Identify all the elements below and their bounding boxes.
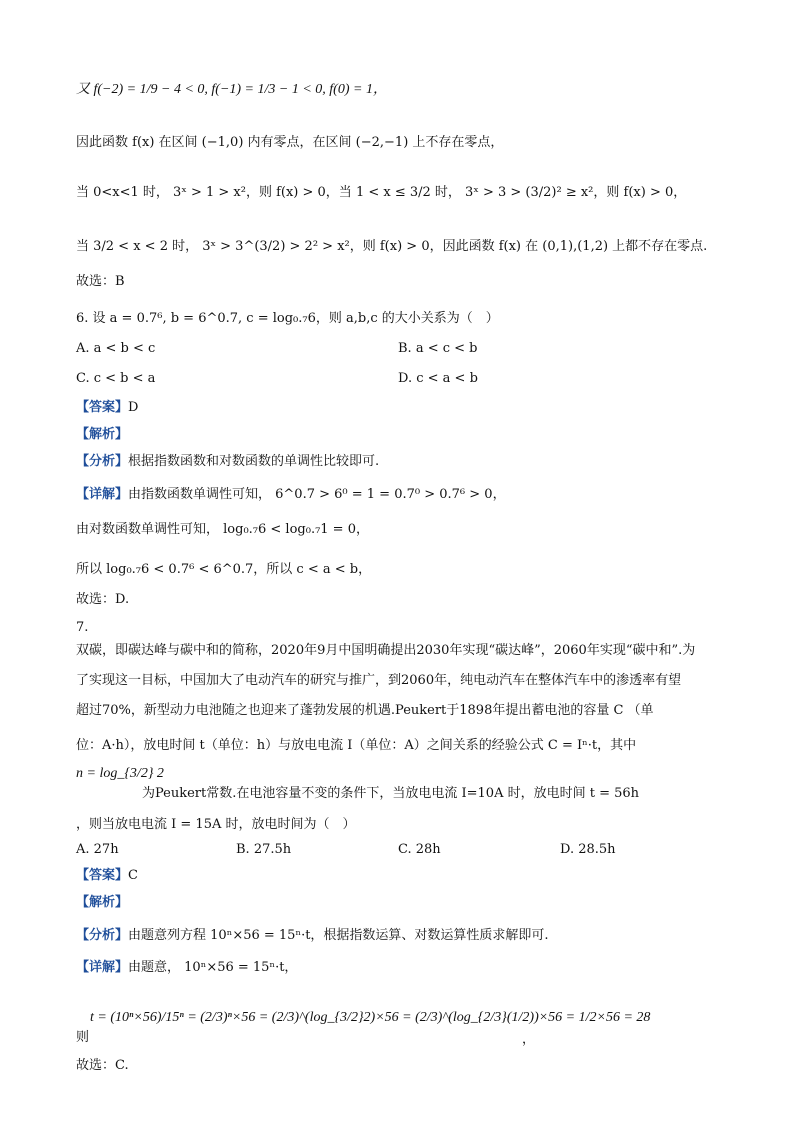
text-line: 故选：D.	[76, 592, 130, 607]
xiangjie-line	[76, 958, 724, 978]
xiangjie-line	[76, 485, 724, 505]
question-7-formula: n = log_{3/2} 2	[76, 766, 164, 781]
text-line: ，	[522, 1032, 536, 1047]
question-7-text: 为Peukert常数.在电池容量不变的条件下，当放电电流 I=10A 时，放电时间 t = 56h	[142, 786, 640, 801]
option-a: A. 27h	[76, 842, 119, 857]
question-7-text: ，则当放电电流 I = 15A 时，放电时间为（ ）	[76, 817, 356, 832]
fenxi-line	[76, 926, 724, 946]
option-c: C. 28h	[398, 842, 441, 857]
option-d: D. 28.5h	[560, 842, 616, 857]
text-line: 由对数函数单调性可知， log₀.₇6 < log₀.₇1 = 0，	[76, 522, 369, 537]
xiangjie-tag: 【详解】	[76, 487, 129, 502]
text-line: 故选：B	[76, 274, 125, 289]
analysis-header	[76, 893, 724, 913]
fenxi-text: 根据指数函数和对数函数的单调性比较即可.	[128, 454, 380, 469]
text-line: 当 3/2 < x < 2 时， 3ˣ > 3^(3/2) > 2² > x²，则 f(x) > 0，因此函数 f(x) 在 (0,1),(1,2) 上都不存在零点.	[76, 239, 708, 254]
text-line: 因此函数 f(x) 在区间 (−1,0) 内有零点，在区间 (−2,−1) 上不存在零点，	[76, 135, 504, 150]
xiangjie-text: 由题意， 10ⁿ×56 = 15ⁿ·t，	[128, 960, 298, 975]
fenxi-line	[76, 452, 724, 472]
text-line: 故选：C.	[76, 1058, 129, 1073]
question-7-text: 位：A·h），放电时间 t（单位：h）与放电电流 I（单位：A）之间关系的经验公式 C = Iⁿ·t，其中	[76, 738, 637, 753]
fenxi-tag: 【分析】	[76, 454, 129, 469]
answer-line	[76, 398, 724, 418]
answer-line	[76, 866, 724, 886]
question-7-number: 7.	[76, 620, 89, 635]
answer-value: D	[128, 400, 139, 415]
analysis-tag: 【解析】	[76, 895, 129, 910]
equation: t = (10ⁿ×56)/15ⁿ = (2/3)ⁿ×56 = (2/3)^(log_{3/2}2)×56 = (2/3)^(log_{2/3}(1/2))×56 = 1/2×56 = 28	[90, 1010, 651, 1025]
analysis-header	[76, 425, 724, 445]
text-line: 则	[76, 1030, 90, 1045]
answer-value: C	[128, 868, 138, 883]
question-6: 6. 设 a = 0.7⁶, b = 6^0.7, c = log₀.₇6，则 a,b,c 的大小关系为（ ）	[76, 311, 499, 326]
fenxi-tag: 【分析】	[76, 928, 129, 943]
question-7-text: 超过70%，新型动力电池随之也迎来了蓬勃发展的机遇.Peukert于1898年提出蓄电池的容量 C （单	[76, 703, 654, 718]
xiangjie-text: 由指数函数单调性可知， 6^0.7 > 6⁰ = 1 = 0.7⁰ > 0.7⁶ > 0，	[128, 487, 506, 502]
fenxi-text: 由题意列方程 10ⁿ×56 = 15ⁿ·t，根据指数运算、对数运算性质求解即可.	[128, 928, 549, 943]
text-line: 所以 log₀.₇6 < 0.7⁶ < 6^0.7，所以 c < a < b，	[76, 562, 372, 577]
question-7-text: 双碳，即碳达峰与碳中和的简称，2020年9月中国明确提出2030年实现“碳达峰”，2060年实现“碳中和”.为	[76, 643, 696, 658]
option-c: C. c < b < a	[76, 371, 156, 386]
xiangjie-tag: 【详解】	[76, 960, 129, 975]
option-a: A. a < b < c	[76, 341, 156, 356]
text-line: 当 0<x<1 时， 3ˣ > 1 > x²，则 f(x) > 0，当 1 < x ≤ 3/2 时， 3ˣ > 3 > (3/2)² ≥ x²，则 f(x) > 0，	[76, 185, 687, 200]
text-line: 又 f(−2) = 1/9 − 4 < 0, f(−1) = 1/3 − 1 < 0, f(0) = 1，	[76, 82, 387, 97]
question-7-text: 了实现这一目标，中国加大了电动汽车的研究与推广，到2060年，纯电动汽车在整体汽车中的渗透率有望	[76, 673, 682, 688]
option-b: B. 27.5h	[236, 842, 292, 857]
option-b: B. a < c < b	[398, 341, 478, 356]
answer-tag: 【答案】	[76, 400, 129, 415]
answer-tag: 【答案】	[76, 868, 129, 883]
analysis-tag: 【解析】	[76, 427, 129, 442]
option-d: D. c < a < b	[398, 371, 478, 386]
